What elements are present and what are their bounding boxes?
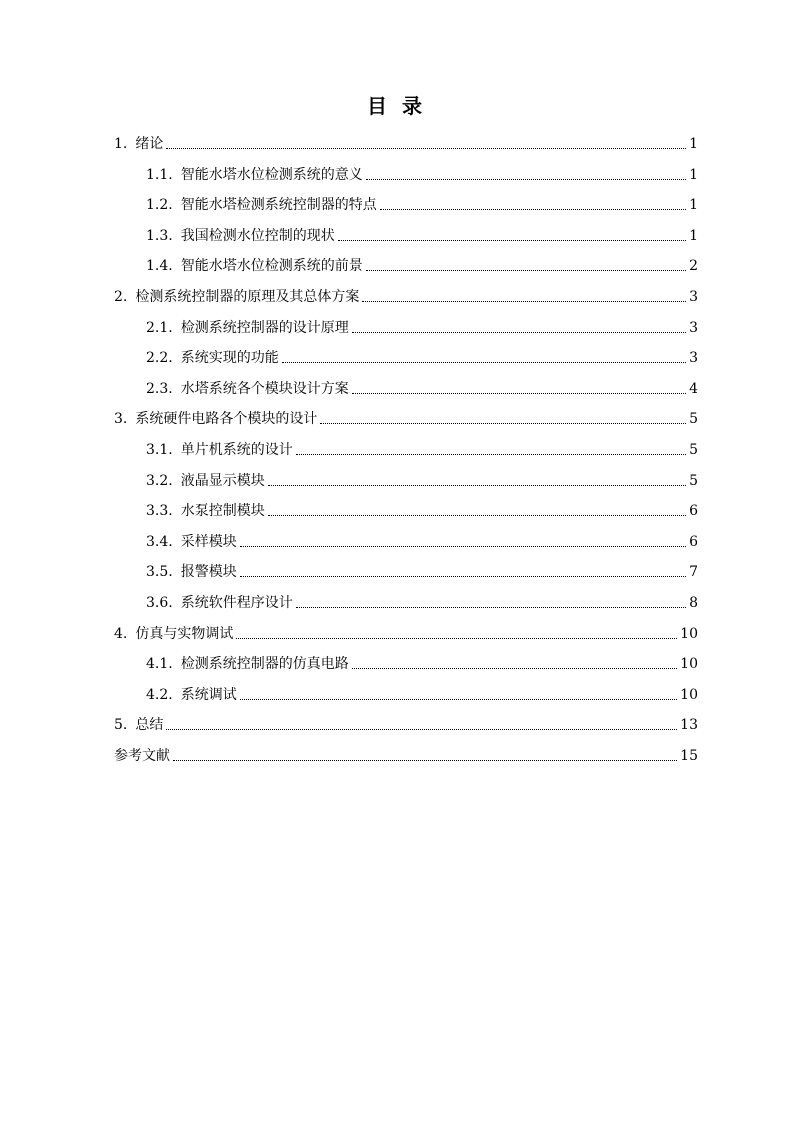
toc-page-number: 10 [680, 625, 698, 642]
toc-entry-title: 智能水塔水位检测系统的意义 [180, 166, 363, 183]
toc-dot-leader [240, 561, 686, 577]
toc-page-number: 1 [689, 227, 698, 244]
toc-entry-title: 绪论 [135, 136, 164, 152]
toc-entry-title: 报警模块 [180, 564, 237, 581]
toc-entry-title: 系统软件程序设计 [180, 595, 293, 611]
toc-chapter-entry[interactable] [114, 623, 698, 645]
toc-chapter-entry[interactable] [114, 408, 698, 430]
toc-entry-title: 参考文献 [114, 748, 170, 764]
toc-entry-number: 4.2. [146, 686, 173, 703]
toc-dot-leader [352, 653, 677, 669]
toc-page-number: 5 [689, 411, 698, 428]
toc-page-number: 1 [689, 166, 698, 183]
toc-entry-number: 1.1. [146, 166, 173, 183]
toc-section-entry[interactable] [146, 684, 698, 706]
toc-entry-number: 3.1. [146, 442, 173, 458]
toc-entry-title: 液晶显示模块 [180, 472, 265, 489]
toc-section-entry[interactable] [146, 378, 698, 400]
toc-page-number: 15 [680, 748, 698, 764]
toc-entry-number: 3. [114, 411, 128, 428]
toc-chapter-entry[interactable] [114, 745, 698, 767]
toc-section-entry[interactable] [146, 164, 698, 186]
toc-dot-leader [296, 439, 686, 455]
toc-dot-leader [240, 684, 677, 700]
toc-page-number: 1 [689, 197, 698, 214]
toc-dot-leader [320, 408, 686, 424]
toc-page-number: 13 [680, 717, 698, 734]
toc-page-number: 6 [689, 503, 698, 520]
toc-entry-title: 仿真与实物调试 [135, 625, 234, 642]
toc-entry-number: 4. [114, 625, 128, 642]
toc-chapter-entry[interactable] [114, 133, 698, 155]
toc-page-number: 4 [689, 380, 698, 397]
toc-entry-title: 单片机系统的设计 [180, 442, 293, 458]
toc-entry-number: 1.3. [146, 227, 173, 244]
toc-entry-title: 总结 [135, 717, 164, 734]
toc-entry-number: 3.4. [146, 533, 173, 550]
toc-entry-title: 我国检测水位控制的现状 [180, 227, 335, 244]
toc-page-number: 6 [689, 533, 698, 550]
toc-page-number: 8 [689, 595, 698, 611]
toc-chapter-entry[interactable] [114, 286, 698, 308]
toc-dot-leader [282, 347, 686, 363]
toc-entry-number: 3.6. [146, 595, 173, 611]
toc-dot-leader [268, 470, 686, 486]
toc-section-entry[interactable] [146, 653, 698, 675]
toc-entry-number: 3.5. [146, 564, 173, 581]
toc-page-number: 2 [689, 258, 698, 275]
toc-chapter-entry[interactable] [114, 714, 698, 736]
toc-entry-number: 4.1. [146, 656, 173, 673]
toc-dot-leader [338, 225, 686, 241]
toc-entry-title: 系统硬件电路各个模块的设计 [135, 411, 318, 428]
toc-title: 目 录 [367, 94, 426, 118]
toc-page-number: 3 [689, 319, 698, 336]
toc-page-number: 1 [689, 136, 698, 152]
toc-dot-leader [352, 378, 686, 394]
toc-entry-title: 采样模块 [180, 533, 237, 550]
toc-section-entry[interactable] [146, 317, 698, 339]
toc-dot-leader [173, 745, 677, 761]
toc-section-entry[interactable] [146, 194, 698, 216]
toc-entry-title: 检测系统控制器的仿真电路 [180, 656, 349, 673]
toc-entry-number: 5. [114, 717, 128, 734]
toc-dot-leader [296, 592, 686, 608]
toc-section-entry[interactable] [146, 531, 698, 553]
toc-entry-number: 2.1. [146, 319, 173, 336]
toc-page-number: 5 [689, 442, 698, 458]
toc-page-number: 3 [689, 350, 698, 367]
toc-dot-leader [352, 317, 686, 333]
toc-dot-leader [166, 714, 677, 730]
toc-section-entry[interactable] [146, 439, 698, 461]
toc-page-number: 5 [689, 472, 698, 489]
toc-dot-leader [366, 164, 686, 180]
toc-section-entry[interactable] [146, 500, 698, 522]
toc-page-number: 7 [689, 564, 698, 581]
toc-entry-number: 2.3. [146, 380, 173, 397]
toc-entry-title: 检测系统控制器的设计原理 [180, 319, 349, 336]
toc-entry-title: 系统调试 [180, 686, 237, 703]
toc-entry-number: 2.2. [146, 350, 173, 367]
toc-section-entry[interactable] [146, 347, 698, 369]
toc-dot-leader [236, 623, 677, 639]
toc-entry-number: 3.3. [146, 503, 173, 520]
toc-entry-title: 检测系统控制器的原理及其总体方案 [135, 289, 360, 305]
toc-dot-leader [268, 500, 686, 516]
toc-entry-number: 3.2. [146, 472, 173, 489]
toc-entry-title: 智能水塔检测系统控制器的特点 [180, 197, 377, 214]
toc-section-entry[interactable] [146, 470, 698, 492]
toc-dot-leader [166, 133, 686, 149]
toc-page-number: 10 [680, 656, 698, 673]
toc-entry-title: 水塔系统各个模块设计方案 [180, 380, 349, 397]
toc-dot-leader [362, 286, 686, 302]
toc-section-entry[interactable] [146, 561, 698, 583]
toc-entry-title: 系统实现的功能 [180, 350, 279, 367]
toc-entry-title: 水泵控制模块 [180, 503, 265, 520]
toc-section-entry[interactable] [146, 592, 698, 614]
toc-dot-leader [240, 531, 686, 547]
toc-dot-leader [380, 194, 686, 210]
toc-entry-number: 2. [114, 289, 128, 305]
toc-entry-number: 1.4. [146, 258, 173, 275]
toc-entry-number: 1. [114, 136, 128, 152]
toc-page-number: 3 [689, 289, 698, 305]
toc-dot-leader [366, 255, 686, 271]
toc-section-entry[interactable] [146, 225, 698, 247]
toc-page-number: 10 [680, 686, 698, 703]
toc-entry-number: 1.2. [146, 197, 173, 214]
toc-entry-title: 智能水塔水位检测系统的前景 [180, 258, 363, 275]
toc-section-entry[interactable] [146, 255, 698, 277]
